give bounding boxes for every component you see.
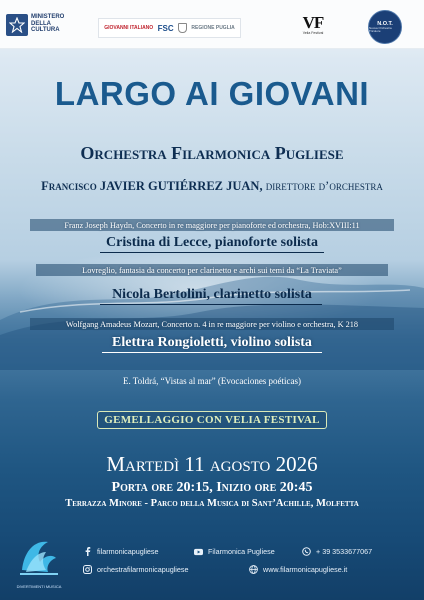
vf-caption: Velia Festival bbox=[302, 31, 324, 35]
facebook-handle[interactable]: filarmonicapugliese bbox=[97, 547, 159, 556]
closing-work: E. Toldrá, “Vistas al mar” (Evocaciones poéticas) bbox=[122, 376, 302, 386]
sponsor-label-fsc: FSC bbox=[157, 23, 174, 33]
sponsor-label-1: GIOVANNI ITALIANO bbox=[104, 24, 154, 31]
not-mark: N.O.T. bbox=[377, 21, 393, 27]
program-soloist-2: Nicola Bertolini, clarinetto solista bbox=[112, 287, 312, 302]
director-line bbox=[0, 178, 424, 194]
program-soloist-3: Elettra Rongioletti, violino solista bbox=[112, 335, 312, 350]
facebook-contact bbox=[83, 547, 159, 556]
director-name: Francisco JAVIER GUTIÉRREZ JUAN, bbox=[41, 179, 263, 193]
ministero-line-3: CULTURA bbox=[31, 27, 60, 33]
italy-emblem-icon bbox=[178, 23, 187, 33]
event-date: Martedì 11 agosto 2026 bbox=[106, 452, 318, 476]
soloist-underline bbox=[102, 352, 322, 353]
velia-festival-logo bbox=[298, 14, 328, 40]
soloist-underline bbox=[100, 304, 322, 305]
event-venue: Terrazza Minore - Parco della Musica di Sant’Achille, Molfetta bbox=[65, 498, 359, 509]
instagram-handle[interactable]: orchestrafilarmonicapugliese bbox=[97, 565, 189, 574]
youtube-icon bbox=[194, 547, 203, 556]
youtube-contact bbox=[194, 547, 275, 556]
not-logo bbox=[368, 10, 402, 44]
phone-number[interactable]: + 39 3533677067 bbox=[316, 547, 373, 556]
program-work-1: Franz Joseph Haydn, Concerto in re maggiore per pianoforte ed orchestra, Hob:XVIII:11 bbox=[64, 221, 360, 230]
divertimenti-musica-logo bbox=[10, 532, 68, 594]
youtube-channel[interactable]: Filarmonica Pugliese bbox=[208, 547, 275, 556]
wave-logo-icon bbox=[16, 532, 62, 578]
page-title: LARGO AI GIOVANI bbox=[54, 75, 370, 112]
program-work-2: Lovreglio, fantasia da concerto per clarinetto e archi sui temi da “La Traviata” bbox=[82, 266, 342, 275]
ministero-line-1: MINISTERO bbox=[31, 14, 65, 20]
ministero-line-2: DELLA bbox=[31, 20, 51, 27]
event-times: Porta ore 20:15, Inizio ore 20:45 bbox=[111, 480, 313, 495]
twinning-badge: GEMELLAGGIO CON VELIA FESTIVAL bbox=[97, 411, 327, 429]
program-soloist-1: Cristina di Lecce, pianoforte solista bbox=[106, 235, 318, 250]
twinning-wrapper bbox=[0, 410, 424, 429]
vf-mark: VF bbox=[302, 13, 324, 32]
sponsor-strip-logo bbox=[98, 18, 241, 38]
logo-bar bbox=[0, 0, 424, 49]
director-role: direttore d’orchestra bbox=[265, 179, 383, 193]
globe-icon bbox=[249, 565, 258, 574]
instagram-contact bbox=[83, 565, 189, 574]
republic-emblem-icon bbox=[6, 14, 28, 36]
whatsapp-contact bbox=[302, 547, 372, 556]
whatsapp-icon bbox=[302, 547, 311, 556]
website-contact bbox=[249, 565, 347, 574]
program-work-3: Wolfgang Amadeus Mozart, Concerto n. 4 in re maggiore per violino e orchestra, K 218 bbox=[65, 320, 359, 329]
footer-logo-caption: DIVERTIMENTI MUSICA bbox=[16, 584, 62, 589]
sponsor-label-3: REGIONE PUGLIA bbox=[191, 24, 235, 31]
website-link[interactable]: www.filarmonicapugliese.it bbox=[263, 565, 348, 574]
not-caption: Nuova Orchestra Tricolore bbox=[369, 26, 392, 33]
orchestra-name: Orchestra Filarmonica Pugliese bbox=[80, 143, 344, 163]
soloist-underline bbox=[100, 252, 324, 253]
instagram-icon bbox=[83, 565, 92, 574]
ministero-logo bbox=[6, 14, 71, 36]
facebook-icon bbox=[83, 547, 92, 556]
